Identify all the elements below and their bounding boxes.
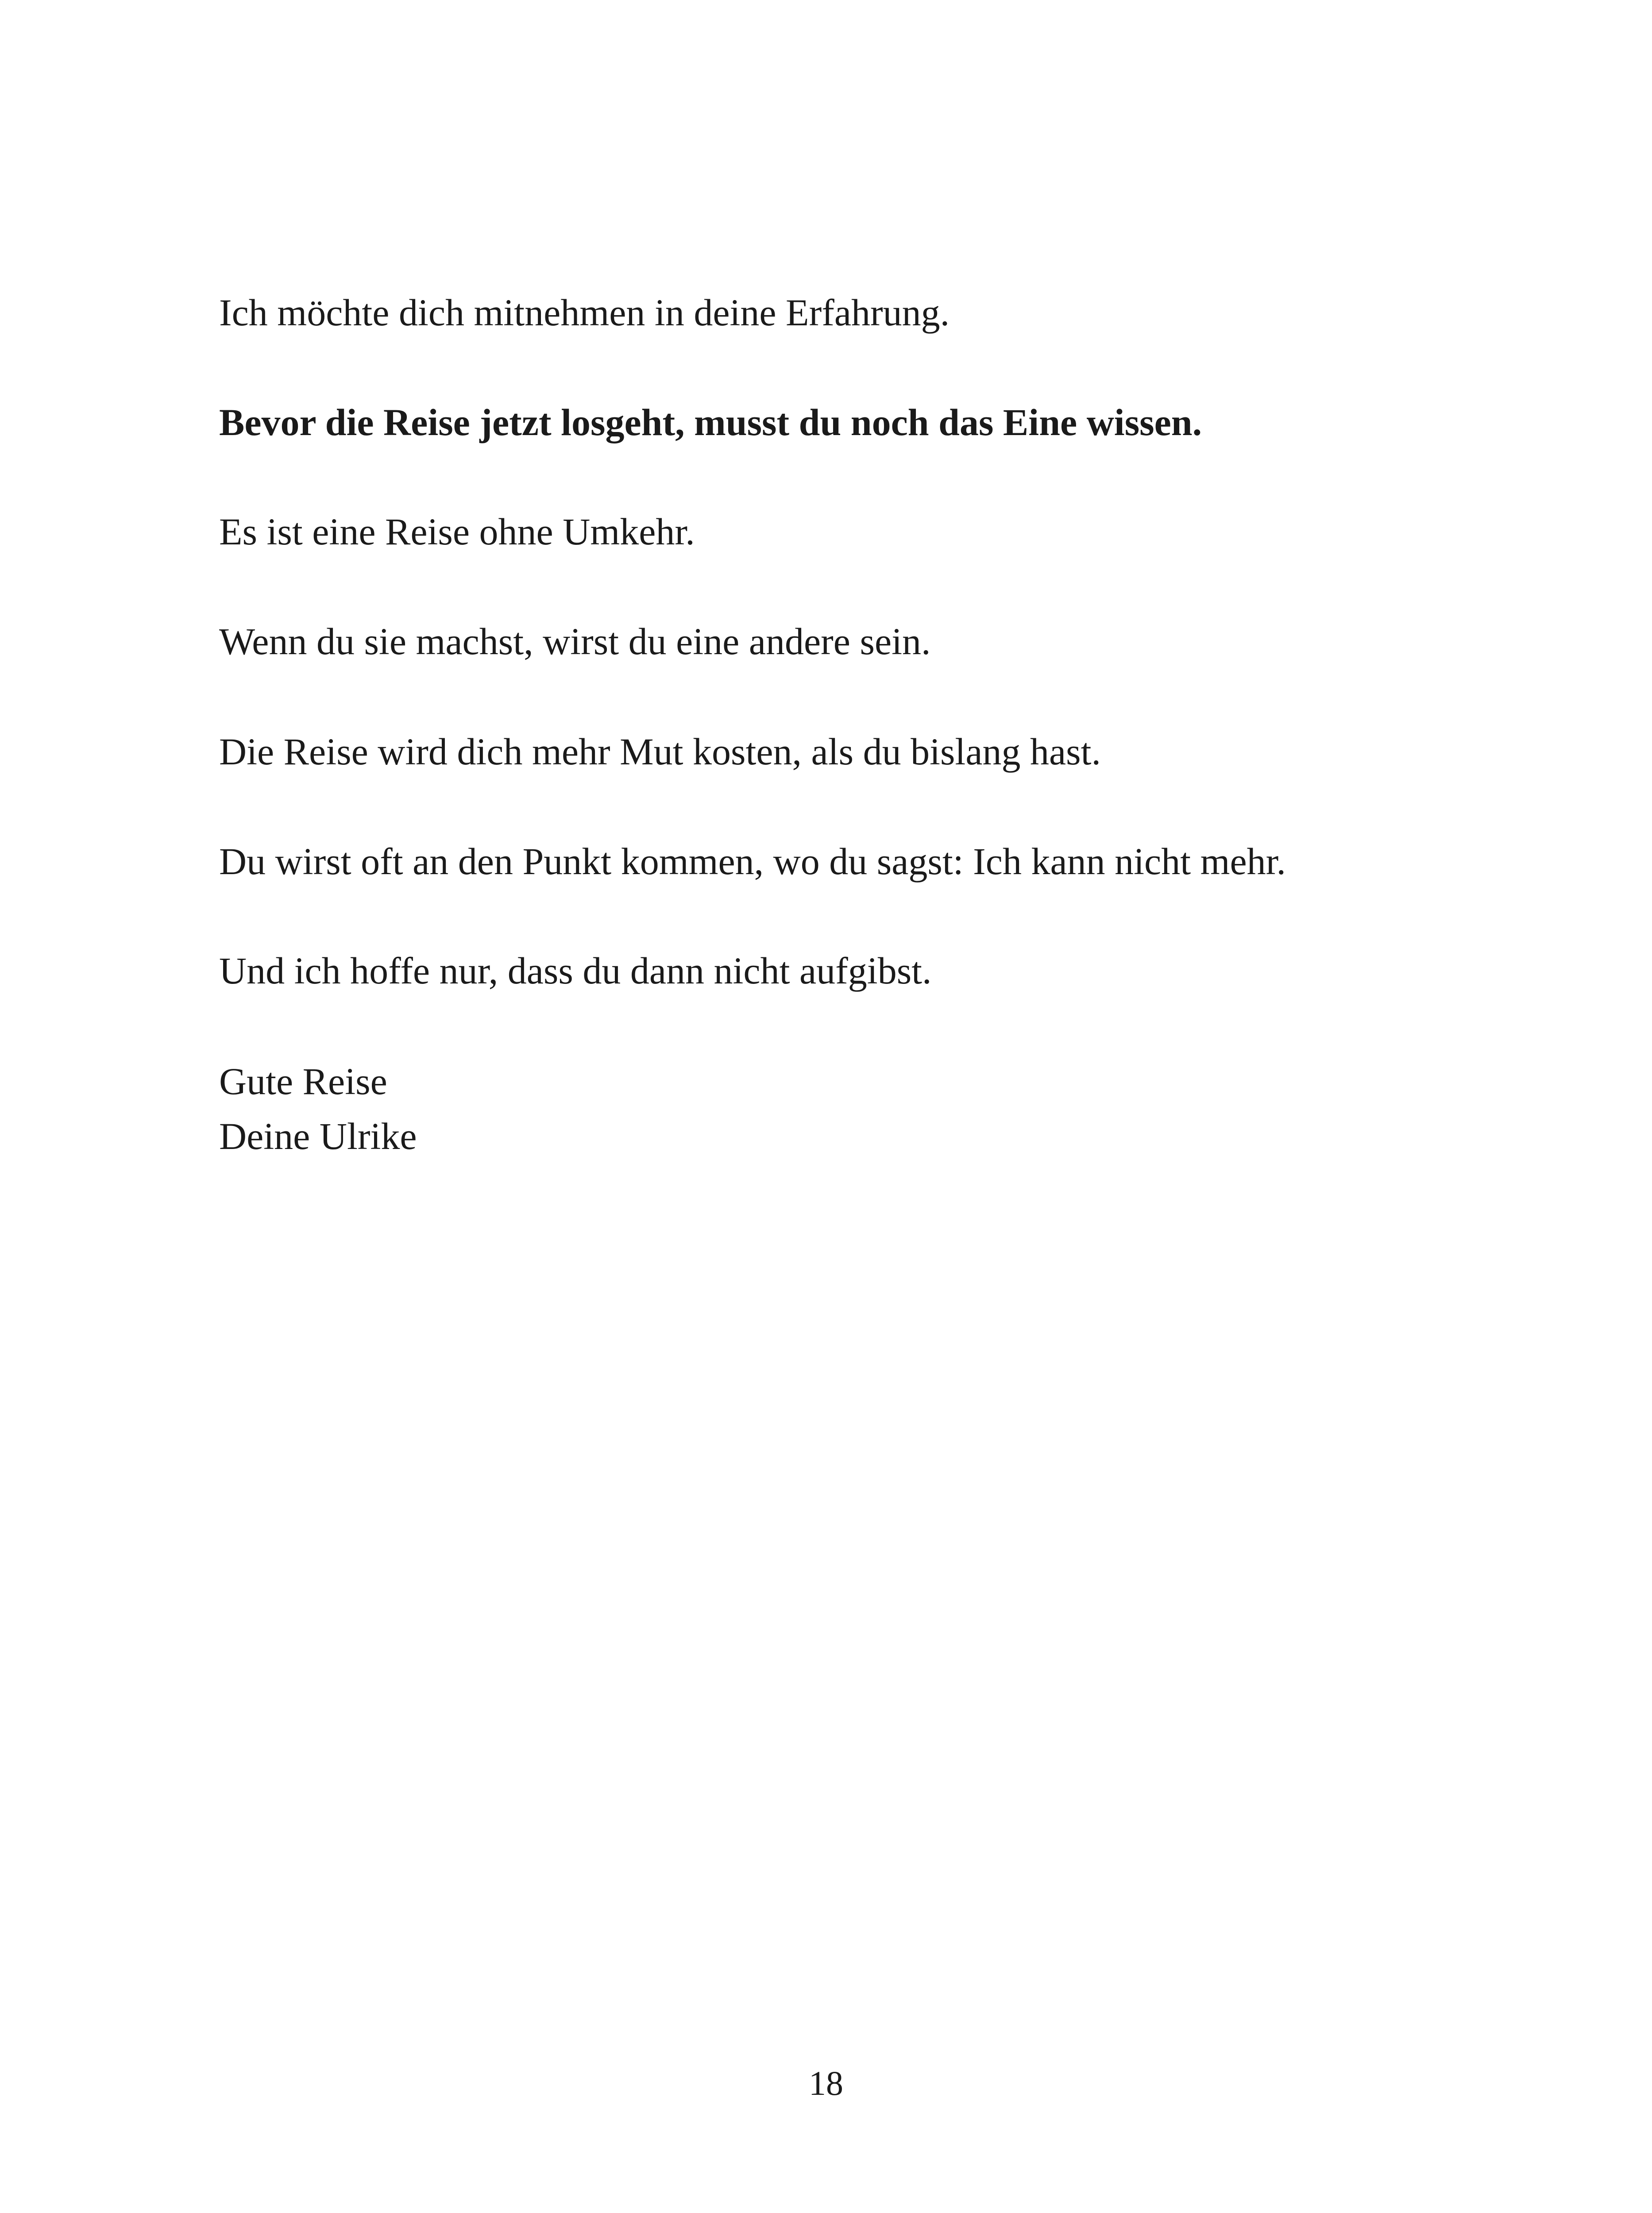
paragraph-change: Wenn du sie machst, wirst du eine andere sein. (219, 620, 931, 663)
page-number: 18 (809, 2064, 843, 2102)
paragraph-hope: Und ich hoffe nur, dass du dann nicht aufgibst. (219, 949, 932, 992)
closing-greeting: Gute Reise (219, 1060, 387, 1103)
closing-signature: Deine Ulrike (219, 1115, 417, 1157)
paragraph-intro: Ich möchte dich mitnehmen in deine Erfahrung. (219, 291, 950, 334)
paragraph-courage: Die Reise wird dich mehr Mut kosten, als du bislang hast. (219, 730, 1101, 773)
paragraph-limit: Du wirst oft an den Punkt kommen, wo du sagst: Ich kann nicht mehr. (219, 840, 1286, 883)
paragraph-no-return: Es ist eine Reise ohne Umkehr. (219, 510, 695, 553)
paragraph-warning-bold: Bevor die Reise jetzt losgeht, musst du noch das Eine wissen. (219, 401, 1202, 443)
